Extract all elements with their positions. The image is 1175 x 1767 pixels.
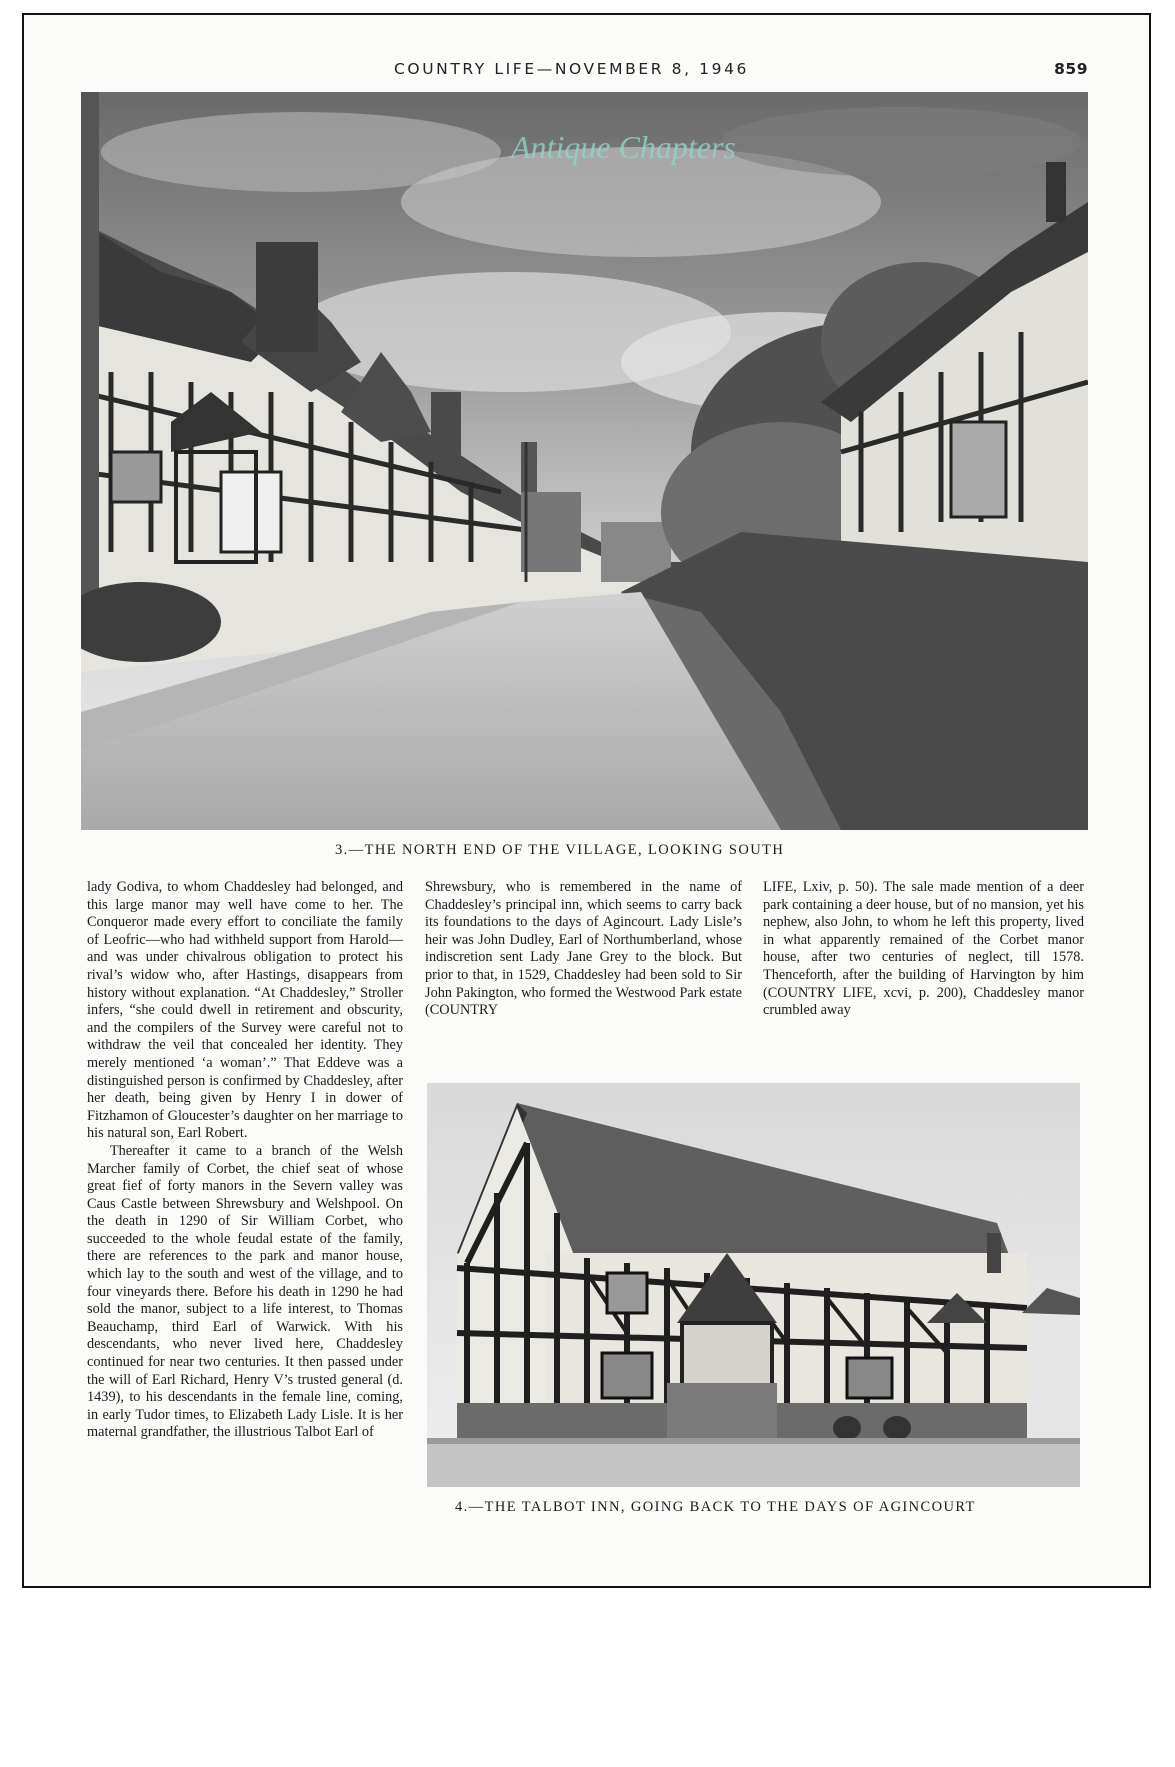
page-header [0, 60, 1175, 84]
column3-paragraph: LIFE, Lxiv, p. 50). The sale made mention of a deer park containing a deer house, but of no mansion, yet his nephew, also John, to whom he left this property, lived in what apparently remained of the Corbet manor house, after two centuries of neglect, till 1578. Thenceforth, after the building of Harvington by him (COUNTRY LIFE, xcvi, p. 200), Chaddesley manor crumbled away [763, 879, 1084, 1019]
article-column-3 [763, 879, 1084, 1020]
column2-paragraph: Shrewsbury, who is remembered in the name of Chaddesley’s principal inn, which seems to carry back its foundations to the days of Agincourt. Lady Lisle’s heir was John Dudley, Earl of Northumberland, whose indiscretion sent Lady Jane Grey to the block. But prior to that, in 1529, Chaddesley had been sold to Sir John Pakington, who formed the Westwood Park estate (COUNTRY [425, 879, 742, 1019]
article-column-1 [87, 879, 403, 1442]
watermark-text: Antique Chapters [511, 129, 736, 165]
photo2-caption: 4.—THE TALBOT INN, GOING BACK TO THE DAYS OF AGINCOURT [455, 1499, 976, 1515]
running-title: COUNTRY LIFE—NOVEMBER 8, 1946 [394, 60, 749, 78]
photo1-caption: 3.—THE NORTH END OF THE VILLAGE, LOOKING SOUTH [335, 842, 785, 858]
talbot-inn-illustration [427, 1083, 1080, 1487]
page-number: 859 [1054, 60, 1088, 78]
column1-paragraph-1: lady Godiva, to whom Chaddesley had belonged, and this large manor may well have come to her. The Conqueror made every effort to conciliate the family of Leofric—who had withheld support from Harold—and was under chivalrous obligation to protect his rival’s widow who, after Hastings, disappears from history without explanation. “At Chaddesley,” Stroller infers, “she could dwell in retirement and obscurity, and the compilers of the Survey were careful not to withdraw the veil that concealed her identity. They merely mentioned ‘a woman’.” That Eddeve was a distinguished person is confirmed by Chaddesley, after her death, being given by Henry I in dower of Fitzhamon of Gloucester’s daughter on her marriage to his natural son, Earl Robert. [87, 879, 403, 1142]
column1-paragraph-2: Thereafter it came to a branch of the Welsh Marcher family of Corbet, the chief seat of whose great fief of forty manors in the Severn valley was Caus Castle between Shrewsbury and Welshpool. On the death in 1290 of Sir William Corbet, who succeeded to the whole feudal estate of the family, there are references to the park and manor house, which lay to the south and west of the village, and to four vineyards there. Before his death in 1290 he had sold the manor, subject to a life interest, to Thomas Beauchamp, third Earl of Warwick. With his descendants, who never lived here, Chaddesley continued for near two centuries. It then passed under the will of Earl Richard, Henry V’s trusted general (d. 1439), to his descendants in the female line, coming, in early Tudor times, to Elizabeth Lady Lisle. It is her maternal grandfather, the illustrious Talbot Earl of [87, 1142, 403, 1441]
village-street-photo [81, 92, 1088, 830]
village-street-illustration [81, 92, 1088, 830]
talbot-inn-photo [427, 1083, 1080, 1767]
article-column-2 [425, 879, 742, 1020]
